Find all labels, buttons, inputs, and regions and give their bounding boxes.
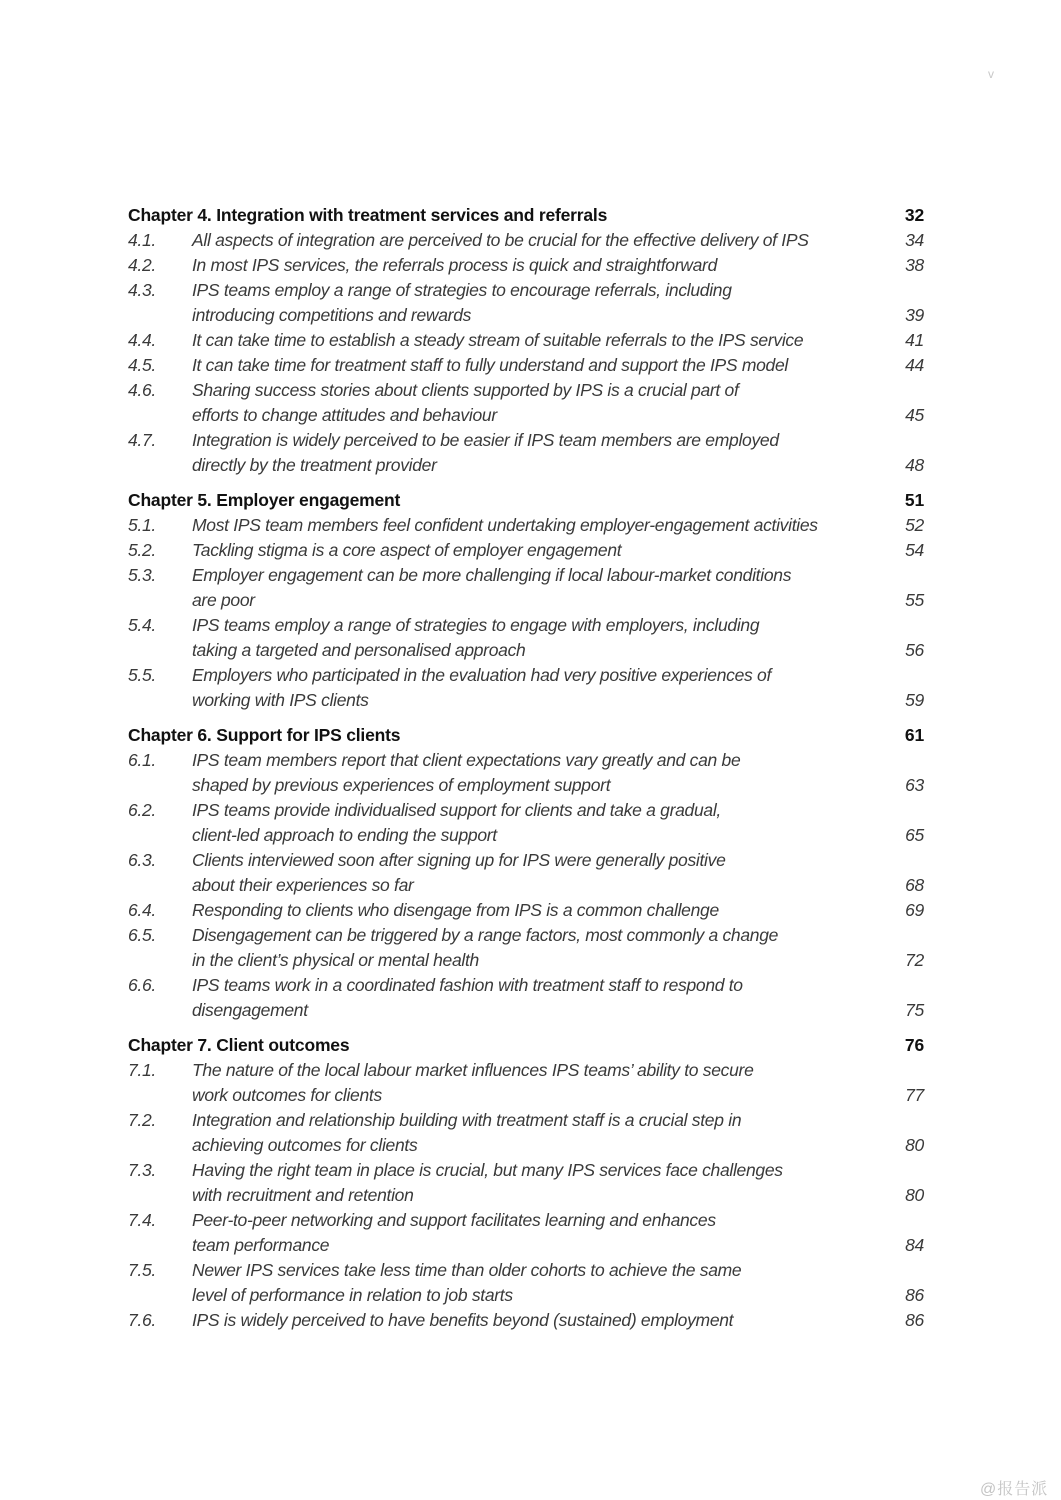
- toc-entry[interactable]: [128, 538, 924, 563]
- entry-title-line: client-led approach to ending the support: [192, 825, 497, 845]
- entry-page-number: 55: [905, 590, 924, 610]
- entry-title-line: achieving outcomes for clients: [192, 1135, 418, 1155]
- entry-title: [192, 923, 894, 973]
- entry-title-line: efforts to change attitudes and behaviour: [192, 405, 497, 425]
- toc-entry[interactable]: [128, 898, 924, 923]
- toc-chapter: [128, 488, 924, 713]
- entry-title: [192, 973, 894, 1023]
- entry-title: [192, 1058, 894, 1108]
- toc-entry[interactable]: [128, 1058, 924, 1108]
- toc-entry[interactable]: [128, 748, 924, 798]
- entry-title-line: disengagement: [192, 1000, 308, 1020]
- entry-number: 4.5.: [128, 355, 156, 375]
- entry-number: 6.6.: [128, 975, 156, 995]
- entry-number: 6.5.: [128, 925, 156, 945]
- entry-page-number: 75: [905, 1000, 924, 1020]
- entry-title-line: introducing competitions and rewards: [192, 305, 472, 325]
- toc-entry[interactable]: [128, 1158, 924, 1208]
- entry-title-line: are poor: [192, 590, 255, 610]
- entry-title: [192, 1208, 894, 1258]
- entry-title-line: Having the right team in place is crucial, but many IPS services face challenges: [192, 1160, 783, 1180]
- entry-title-line: It can take time to establish a steady stream of suitable referrals to the IPS service: [192, 330, 804, 350]
- entry-title: [192, 848, 894, 898]
- entry-title: [192, 563, 894, 613]
- toc-entry[interactable]: [128, 613, 924, 663]
- chapter-title: Chapter 7. Client outcomes: [128, 1035, 350, 1055]
- toc-entry[interactable]: [128, 1258, 924, 1308]
- entry-page-number: 39: [905, 305, 924, 325]
- entry-page-number: 56: [905, 640, 924, 660]
- toc-entry[interactable]: [128, 798, 924, 848]
- toc-entry[interactable]: [128, 328, 924, 353]
- entry-title: [192, 513, 894, 538]
- page-number: v: [988, 67, 994, 81]
- entry-title-line: In most IPS services, the referrals process is quick and straightforward: [192, 255, 718, 275]
- entry-title-line: Newer IPS services take less time than older cohorts to achieve the same: [192, 1260, 742, 1280]
- entry-title-line: Clients interviewed soon after signing up for IPS were generally positive: [192, 850, 726, 870]
- toc-entry[interactable]: [128, 563, 924, 613]
- entry-title-line: Peer-to-peer networking and support facilitates learning and enhances: [192, 1210, 716, 1230]
- entry-title-line: The nature of the local labour market influences IPS teams’ ability to secure: [192, 1060, 754, 1080]
- entry-title: [192, 278, 894, 328]
- entry-number: 4.1.: [128, 230, 156, 250]
- toc-entry[interactable]: [128, 1108, 924, 1158]
- chapter-heading[interactable]: [128, 203, 924, 228]
- toc-entry[interactable]: [128, 663, 924, 713]
- entry-title: [192, 538, 894, 563]
- chapter-title: Chapter 6. Support for IPS clients: [128, 725, 401, 745]
- watermark: @报告派: [980, 1481, 1049, 1498]
- toc-entry[interactable]: [128, 253, 924, 278]
- chapter-title: Chapter 4. Integration with treatment services and referrals: [128, 205, 608, 225]
- entry-title-line: Disengagement can be triggered by a range factors, most commonly a change: [192, 925, 779, 945]
- entry-number: 7.3.: [128, 1160, 156, 1180]
- entry-number: 6.1.: [128, 750, 156, 770]
- entry-title: [192, 353, 894, 378]
- entry-title: [192, 1158, 894, 1208]
- toc-entry[interactable]: [128, 378, 924, 428]
- entry-number: 5.1.: [128, 515, 156, 535]
- toc-entry[interactable]: [128, 278, 924, 328]
- entry-title-line: directly by the treatment provider: [192, 455, 437, 475]
- entry-title-line: about their experiences so far: [192, 875, 414, 895]
- entry-title-line: team performance: [192, 1235, 330, 1255]
- entry-number: 5.4.: [128, 615, 156, 635]
- entry-number: 6.4.: [128, 900, 156, 920]
- entry-title-line: Sharing success stories about clients supported by IPS is a crucial part of: [192, 380, 739, 400]
- entry-page-number: 86: [905, 1310, 924, 1330]
- entry-title-line: Responding to clients who disengage from IPS is a common challenge: [192, 900, 719, 920]
- entry-number: 4.4.: [128, 330, 156, 350]
- entry-page-number: 48: [905, 455, 924, 475]
- entry-title: [192, 328, 894, 353]
- chapter-heading[interactable]: [128, 1033, 924, 1058]
- chapter-page-number: 32: [904, 205, 924, 225]
- chapter-heading[interactable]: [128, 723, 924, 748]
- chapter-title: Chapter 5. Employer engagement: [128, 490, 401, 510]
- entry-title: [192, 428, 894, 478]
- entry-title-line: level of performance in relation to job starts: [192, 1285, 513, 1305]
- entry-title: [192, 1308, 894, 1333]
- entry-page-number: 77: [905, 1085, 924, 1105]
- toc-chapter: [128, 723, 924, 1023]
- toc-entry[interactable]: [128, 513, 924, 538]
- entry-title: [192, 378, 894, 428]
- entry-number: 5.5.: [128, 665, 156, 685]
- entry-title: [192, 1258, 894, 1308]
- entry-title-line: IPS teams employ a range of strategies to engage with employers, including: [192, 615, 760, 635]
- toc-entry[interactable]: [128, 973, 924, 1023]
- entry-number: 4.3.: [128, 280, 156, 300]
- entry-page-number: 68: [905, 875, 924, 895]
- entry-title-line: work outcomes for clients: [192, 1085, 382, 1105]
- entry-page-number: 38: [905, 255, 924, 275]
- toc-entry[interactable]: [128, 1208, 924, 1258]
- entry-title-line: shaped by previous experiences of employment support: [192, 775, 611, 795]
- entry-title-line: with recruitment and retention: [192, 1185, 414, 1205]
- entry-page-number: 44: [905, 355, 924, 375]
- entry-title: [192, 663, 894, 713]
- entry-page-number: 34: [905, 230, 924, 250]
- toc-entry[interactable]: [128, 428, 924, 478]
- entry-page-number: 69: [905, 900, 924, 920]
- entry-title-line: Integration and relationship building with treatment staff is a crucial step in: [192, 1110, 742, 1130]
- chapter-page-number: 61: [904, 725, 924, 745]
- entry-number: 6.2.: [128, 800, 156, 820]
- entry-number: 7.4.: [128, 1210, 156, 1230]
- toc-chapter: [128, 203, 924, 478]
- chapter-page-number: 76: [904, 1035, 924, 1055]
- entry-page-number: 72: [905, 950, 924, 970]
- entry-title-line: IPS is widely perceived to have benefits beyond (sustained) employment: [192, 1310, 734, 1330]
- entry-number: 6.3.: [128, 850, 156, 870]
- toc-entry[interactable]: [128, 848, 924, 898]
- entry-title-line: IPS teams employ a range of strategies to encourage referrals, including: [192, 280, 732, 300]
- entry-number: 5.2.: [128, 540, 156, 560]
- toc-entry[interactable]: [128, 923, 924, 973]
- chapter-page-number: 51: [904, 490, 924, 510]
- entry-title-line: IPS teams work in a coordinated fashion with treatment staff to respond to: [192, 975, 743, 995]
- entry-number: 7.1.: [128, 1060, 156, 1080]
- entry-page-number: 80: [905, 1185, 924, 1205]
- entry-title: [192, 898, 894, 923]
- entry-title-line: taking a targeted and personalised approach: [192, 640, 526, 660]
- chapter-heading[interactable]: [128, 488, 924, 513]
- entry-number: 7.5.: [128, 1260, 156, 1280]
- entry-title: [192, 748, 894, 798]
- entry-title-line: working with IPS clients: [192, 690, 369, 710]
- entry-number: 4.6.: [128, 380, 156, 400]
- toc-entry[interactable]: [128, 1308, 924, 1333]
- entry-title: [192, 613, 894, 663]
- entry-title: [192, 253, 894, 278]
- entry-page-number: 84: [905, 1235, 924, 1255]
- entry-title: [192, 1108, 894, 1158]
- entry-title-line: IPS team members report that client expectations vary greatly and can be: [192, 750, 741, 770]
- entry-number: 4.7.: [128, 430, 156, 450]
- entry-title-line: Most IPS team members feel confident undertaking employer-engagement activities: [192, 515, 818, 535]
- entry-page-number: 63: [905, 775, 924, 795]
- entry-number: 7.6.: [128, 1310, 156, 1330]
- entry-page-number: 54: [905, 540, 924, 560]
- entry-title-line: Employer engagement can be more challenging if local labour-market conditions: [192, 565, 792, 585]
- entry-page-number: 52: [905, 515, 924, 535]
- entry-title: [192, 798, 894, 848]
- entry-title-line: Employers who participated in the evaluation had very positive experiences of: [192, 665, 772, 685]
- entry-page-number: 65: [905, 825, 924, 845]
- entry-title-line: Tackling stigma is a core aspect of employer engagement: [192, 540, 622, 560]
- entry-page-number: 41: [905, 330, 924, 350]
- entry-title: [192, 228, 894, 253]
- entry-title-line: IPS teams provide individualised support for clients and take a gradual,: [192, 800, 721, 820]
- entry-number: 5.3.: [128, 565, 156, 585]
- entry-title-line: It can take time for treatment staff to fully understand and support the IPS model: [192, 355, 789, 375]
- entry-page-number: 59: [905, 690, 924, 710]
- entry-page-number: 45: [905, 405, 924, 425]
- entry-title-line: All aspects of integration are perceived to be crucial for the effective delivery of IPS: [192, 230, 809, 250]
- entry-page-number: 86: [905, 1285, 924, 1305]
- entry-number: 4.2.: [128, 255, 156, 275]
- entry-number: 7.2.: [128, 1110, 156, 1130]
- entry-page-number: 80: [905, 1135, 924, 1155]
- toc-entry[interactable]: [128, 228, 924, 253]
- table-of-contents: [128, 203, 924, 1343]
- toc-entry[interactable]: [128, 353, 924, 378]
- entry-title-line: Integration is widely perceived to be easier if IPS team members are employed: [192, 430, 779, 450]
- toc-chapter: [128, 1033, 924, 1333]
- entry-title-line: in the client’s physical or mental health: [192, 950, 479, 970]
